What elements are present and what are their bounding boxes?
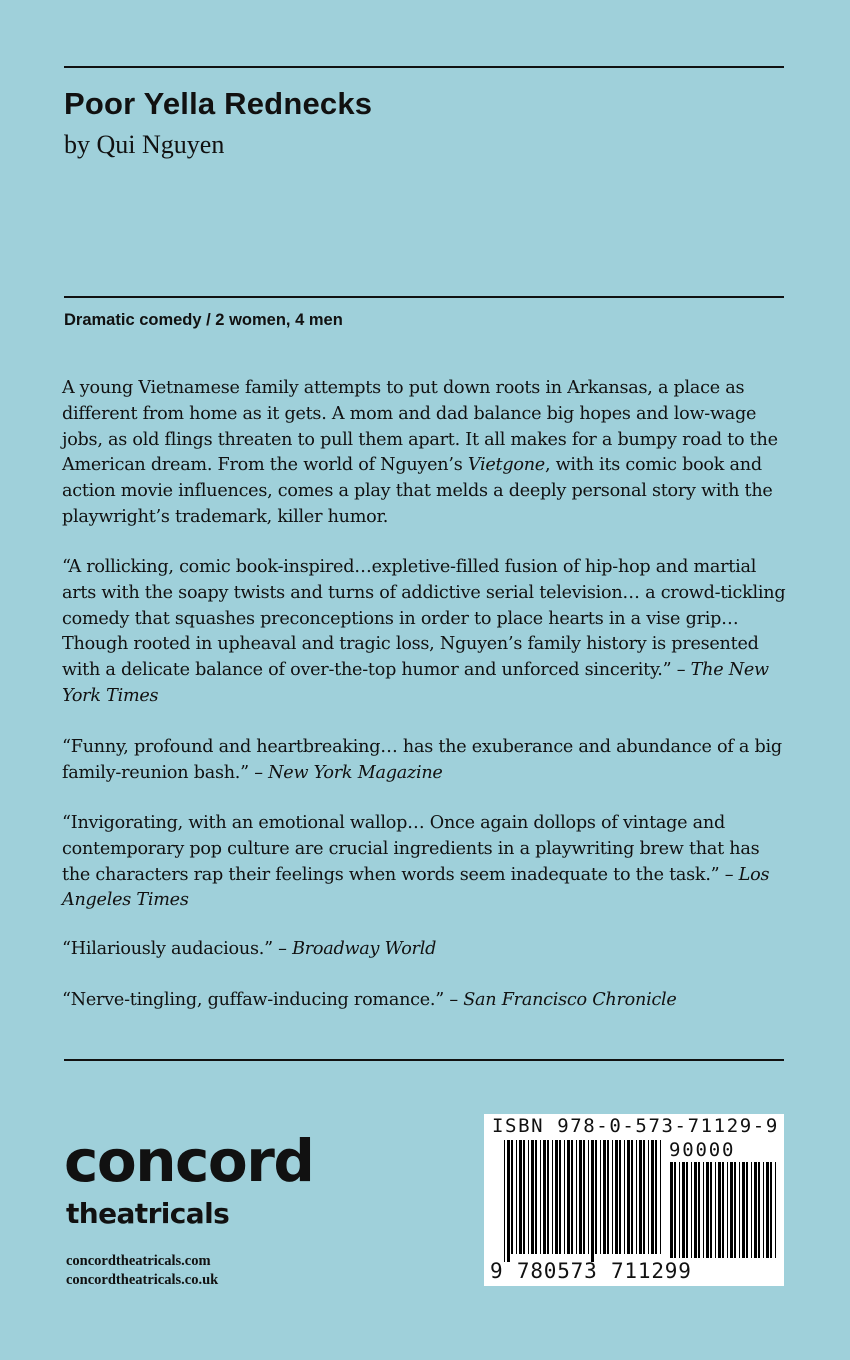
review-source: Los Angeles Times: [62, 864, 770, 911]
barcode-bar: [648, 1140, 649, 1254]
review-text: “Hilariously audacious.” –: [62, 939, 293, 959]
barcode-bar: [686, 1162, 688, 1258]
barcode-bar: [639, 1140, 642, 1254]
review-source: Broadway World: [292, 939, 437, 959]
barcode-bar: [543, 1140, 546, 1254]
barcode-bar: [655, 1140, 657, 1254]
barcode-bar: [555, 1140, 558, 1254]
barcode-bar: [682, 1162, 685, 1258]
barcode-bar: [627, 1140, 630, 1254]
barcode-bar: [552, 1140, 553, 1254]
barcode-bar: [519, 1140, 522, 1254]
genre-cast-line: Dramatic comedy / 2 women, 4 men: [64, 311, 343, 329]
barcode-bar: [576, 1140, 577, 1254]
addon-barcode: [670, 1162, 776, 1258]
barcode-bar: [710, 1162, 712, 1258]
barcode-bar: [766, 1162, 769, 1258]
barcode-bar: [730, 1162, 733, 1258]
barcode-bar: [600, 1140, 601, 1254]
barcode-bar: [763, 1162, 764, 1258]
barcode-bar: [734, 1162, 736, 1258]
book-title: Poor Yella Rednecks: [64, 86, 373, 121]
barcode-bar: [507, 1140, 510, 1262]
review-text: “Nerve-tingling, guffaw-inducing romance.” –: [62, 990, 464, 1010]
barcode-bar: [571, 1140, 573, 1254]
barcode-bar: [607, 1140, 609, 1254]
review-quote: [62, 988, 790, 1014]
barcode-bar: [643, 1140, 645, 1254]
barcode-bar: [591, 1140, 594, 1262]
barcode-bar: [567, 1140, 570, 1254]
barcode-bar: [603, 1140, 606, 1254]
barcode-bar: [674, 1162, 676, 1258]
barcode-bar: [531, 1140, 534, 1254]
barcode-bar: [679, 1162, 680, 1258]
barcode-bar: [540, 1140, 541, 1254]
barcode-bar: [564, 1140, 565, 1254]
ean-barcode: [504, 1140, 661, 1262]
barcode-bar: [775, 1162, 776, 1258]
barcode-bar: [511, 1140, 513, 1254]
barcode-bar: [636, 1140, 637, 1254]
review-quote: [62, 555, 790, 710]
barcode-bar: [583, 1140, 585, 1254]
barcode-bar: [559, 1140, 561, 1254]
barcode-bar: [746, 1162, 748, 1258]
bottom-rule: [64, 1059, 784, 1061]
barcode-bar: [703, 1162, 704, 1258]
publisher-url[interactable]: concordtheatricals.co.uk: [66, 1272, 219, 1288]
barcode-bar: [691, 1162, 692, 1258]
barcode-bar: [739, 1162, 740, 1258]
review-text: “A rollicking, comic book-inspired…expletive-filled fusion of hip-hop and martial arts with the soapy twists and turns of addictive serial television… a crowd-tickling comedy that squashes preconceptions in order to place hearts in a vise grip… Though rooted in upheaval and tragic loss, Nguyen’s family history is presented with a delicate balance of over-the-top humor and unforced sincerity.” –: [62, 557, 786, 681]
synopsis-italic-title: Vietgone: [467, 455, 545, 476]
synopsis-text-before: A young Vietnamese family attempts to put down roots in Arkansas, a place as different from home as it gets. A mom and dad balance big hopes and low-wage jobs, as old flings threaten to pull them apart. It all makes for a bumpy road to the American dream. From the world of Nguyen’s: [62, 378, 778, 476]
barcode-bar: [615, 1140, 618, 1254]
barcode-addon-digits: 90000: [669, 1139, 736, 1161]
barcode-bar: [588, 1140, 589, 1254]
book-author: by Qui Nguyen: [64, 130, 225, 159]
barcode-bar: [504, 1140, 505, 1262]
barcode-bar: [651, 1140, 654, 1254]
barcode-bar: [694, 1162, 697, 1258]
barcode-bar: [722, 1162, 724, 1258]
review-quote: [62, 735, 790, 787]
barcode-bar: [660, 1140, 661, 1254]
barcode-bar: [523, 1140, 525, 1254]
review-quote: [62, 937, 790, 963]
barcode-bar: [670, 1162, 673, 1258]
barcode-bar: [727, 1162, 728, 1258]
barcode-bar: [619, 1140, 621, 1254]
barcode-bar: [547, 1140, 549, 1254]
mid-rule: [64, 296, 784, 298]
synopsis-text-after: , with its comic book and action movie influences, comes a play that melds a deeply personal story with the playwright’s trademark, killer humor.: [62, 455, 773, 527]
barcode-bar: [516, 1140, 517, 1254]
barcode-bar: [535, 1140, 537, 1254]
barcode-bar: [579, 1140, 582, 1254]
barcode-bar: [706, 1162, 709, 1258]
barcode-bar: [528, 1140, 529, 1254]
publisher-url[interactable]: concordtheatricals.com: [66, 1253, 211, 1269]
review-source: The New York Times: [62, 660, 769, 706]
review-source: New York Magazine: [268, 762, 443, 783]
review-source: San Francisco Chronicle: [463, 990, 677, 1010]
barcode-block: [484, 1114, 784, 1286]
barcode-bar: [595, 1140, 597, 1254]
review-quote: [62, 811, 790, 914]
barcode-bar: [758, 1162, 760, 1258]
barcode-bar: [698, 1162, 700, 1258]
publisher-logo-subtitle: theatricals: [66, 1197, 230, 1230]
top-rule: [64, 66, 784, 68]
barcode-bar: [612, 1140, 613, 1254]
barcode-bar: [751, 1162, 752, 1258]
review-text: “Invigorating, with an emotional wallop… Once again dollops of vintage and contemporary pop culture are crucial ingredients in a playwriting brew that has the characters rap their feelings when words seem inadequate to the task.” –: [62, 813, 760, 885]
barcode-bar: [770, 1162, 772, 1258]
barcode-bar: [715, 1162, 716, 1258]
review-text: “Funny, profound and heartbreaking… has the exuberance and abundance of a big family-reunion bash.” –: [62, 737, 782, 783]
barcode-bar: [624, 1140, 625, 1254]
isbn-label: ISBN 978-0-573-71129-9: [492, 1115, 779, 1137]
synopsis: [62, 376, 790, 531]
barcode-bar: [631, 1140, 633, 1254]
barcode-bar: [754, 1162, 757, 1258]
ean-digits: 9 780573 711299: [490, 1259, 692, 1283]
barcode-bar: [718, 1162, 721, 1258]
publisher-logo-wordmark: concord: [64, 1127, 314, 1195]
barcode-bar: [742, 1162, 745, 1258]
